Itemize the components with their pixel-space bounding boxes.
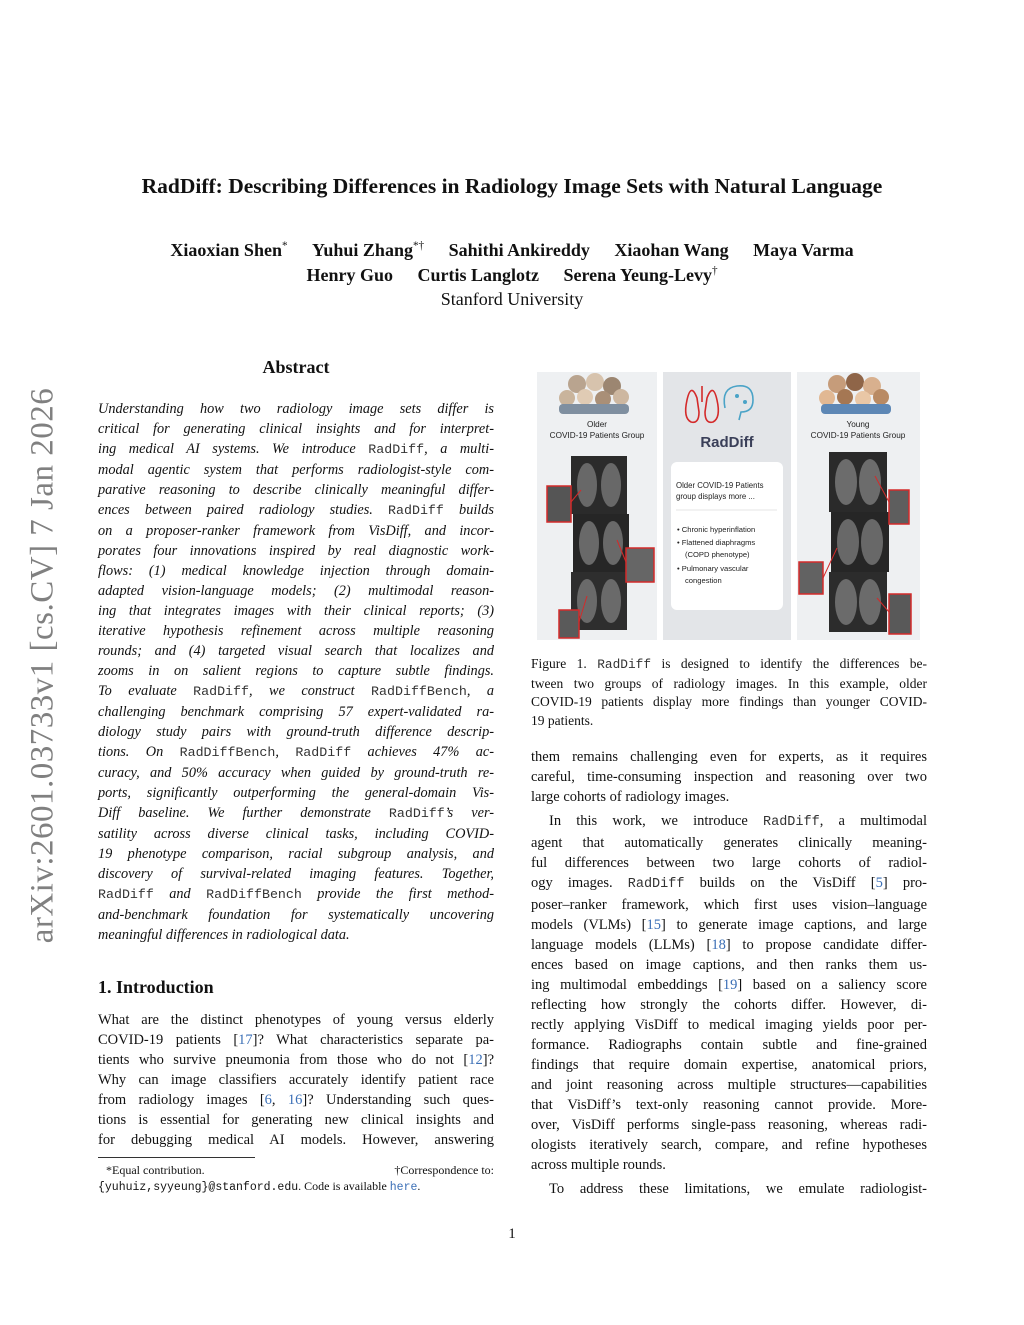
text-run: and-benchmark foundation for systematically uncovering bbox=[98, 907, 494, 923]
citation-link[interactable]: 16 bbox=[287, 1092, 303, 1108]
young-xray-stack bbox=[829, 452, 889, 632]
text-line bbox=[98, 864, 494, 884]
code-link[interactable]: here bbox=[389, 1181, 418, 1194]
text-line bbox=[531, 712, 927, 731]
text-line bbox=[98, 621, 494, 641]
text-run: meaningful differences in radiological data. bbox=[98, 927, 350, 943]
author: Maya Varma bbox=[753, 240, 854, 260]
page-number: 1 bbox=[508, 1226, 516, 1242]
text-line bbox=[98, 399, 494, 419]
text-run: ’s ver- bbox=[444, 805, 494, 821]
text-line bbox=[531, 873, 927, 895]
footnote-equal: *Equal contribution. bbox=[106, 1163, 205, 1177]
text-run: ences based on image captions, and then ranks them us- bbox=[531, 957, 927, 973]
text-run: rounds; and (4) targeted visual search that localizes and bbox=[98, 643, 494, 659]
citation-link[interactable]: 19 bbox=[722, 977, 738, 993]
text-run: Figure 1. bbox=[531, 656, 598, 671]
text-line bbox=[531, 1155, 927, 1175]
text-line bbox=[98, 419, 494, 439]
text-run: that VisDiff’s text-only reasoning cannot provide. More- bbox=[531, 1097, 927, 1113]
text-line bbox=[98, 681, 494, 702]
young-label-2: COVID-19 Patients Group bbox=[810, 431, 906, 440]
text-run: formance. Radiographs contain subtle and fine-grained bbox=[531, 1037, 927, 1053]
text-line bbox=[531, 1075, 927, 1095]
footnote-divider bbox=[98, 1157, 255, 1158]
text-run: reflecting how strongly the cohorts differ. However, di- bbox=[531, 997, 927, 1013]
text-run: for debugging medical AI models. However, answering bbox=[98, 1132, 494, 1148]
text-run: curacy, and 50% accuracy when guided by ground-truth re- bbox=[98, 765, 494, 781]
text-line bbox=[98, 783, 494, 803]
text-run: ful differences between two large cohorts of radiol- bbox=[531, 855, 927, 871]
text-run: careful, time-consuming inspection and reasoning over two bbox=[531, 769, 927, 785]
text-line bbox=[98, 1130, 494, 1150]
text-run: language models (LLMs) [ bbox=[531, 937, 712, 953]
footnote-line-1 bbox=[98, 1162, 494, 1178]
footnote bbox=[98, 1162, 494, 1196]
abstract-body bbox=[98, 399, 494, 945]
text-run: ences between paired radiology studies. bbox=[98, 502, 389, 518]
text-line bbox=[98, 925, 494, 945]
text-run: ] to generate image captions, and large bbox=[661, 917, 927, 933]
text-line bbox=[531, 833, 927, 853]
text-line bbox=[98, 480, 494, 500]
author: Xiaohan Wang bbox=[614, 240, 729, 260]
text-run: flows: (1) medical knowledge injection through domain- bbox=[98, 563, 494, 579]
method-name: RadDiff bbox=[368, 442, 425, 457]
citation-link[interactable]: 6 bbox=[264, 1092, 272, 1108]
text-run: 19 phenotype comparison, racial subgroup analysis, and bbox=[98, 846, 494, 862]
text-run: , a multimodal bbox=[819, 813, 927, 829]
author: Sahithi Ankireddy bbox=[448, 240, 590, 260]
method-name: RadDiffBench bbox=[371, 684, 467, 699]
text-line bbox=[531, 747, 927, 767]
text-run: , we construct bbox=[249, 683, 372, 699]
text-run: over, VisDiff performs single-pass reasoning, whereas radi- bbox=[531, 1117, 927, 1133]
text-run: ogy images. bbox=[531, 875, 628, 891]
text-run: To address these limitations, we emulate radiologist- bbox=[549, 1181, 927, 1197]
text-line bbox=[98, 1050, 494, 1070]
method-name: RadDiff bbox=[193, 684, 249, 699]
text-run: ] based on a saliency score bbox=[737, 977, 927, 993]
text-line bbox=[531, 1035, 927, 1055]
method-name: RadDiffBench bbox=[179, 745, 276, 760]
text-run: builds bbox=[443, 502, 494, 518]
text-run: , a multi- bbox=[424, 441, 494, 457]
text-run: ing that integrates images with their clinical reports; (3) bbox=[98, 603, 494, 619]
text-run: adapted vision-language models; (2) multimodal reason- bbox=[98, 583, 494, 599]
text-run: ologists iteratively search, compare, and refine hypotheses bbox=[531, 1137, 927, 1153]
text-line bbox=[531, 811, 927, 833]
text-line bbox=[98, 722, 494, 742]
text-run: ] pro- bbox=[882, 875, 927, 891]
text-run: Understanding how two radiology image sets differ is bbox=[98, 401, 494, 417]
footnote-emails: {yuhuiz,syyeung}@stanford.edu bbox=[98, 1181, 299, 1194]
text-run: and bbox=[153, 886, 207, 902]
text-line bbox=[531, 995, 927, 1015]
text-run: builds on the VisDiff [ bbox=[684, 875, 876, 891]
text-run: across multiple rounds. bbox=[531, 1157, 666, 1173]
text-run: , bbox=[275, 744, 296, 760]
citation-link[interactable]: 12 bbox=[468, 1052, 483, 1068]
footnote-correspondence: †Correspondence to: bbox=[394, 1163, 494, 1177]
introduction-body bbox=[98, 1010, 494, 1150]
text-run: critical for generating clinical insights and for interpret- bbox=[98, 421, 494, 437]
arxiv-stamp-text: arXiv:2601.03733v1 [cs.CV] 7 Jan 2026 bbox=[24, 387, 61, 943]
abstract-heading: Abstract bbox=[262, 357, 330, 377]
raddiff-logo-text: RadDiff bbox=[700, 434, 754, 451]
affiliation: Stanford University bbox=[440, 289, 584, 309]
card-title-1: Older COVID-19 Patients bbox=[676, 481, 764, 490]
finding-bullet-1: • Chronic hyperinflation bbox=[677, 525, 756, 534]
text-run: What are the distinct phenotypes of young versus elderly bbox=[98, 1012, 494, 1028]
author: Yuhui Zhang*† bbox=[312, 240, 425, 260]
text-run: tients who survive pneumonia from those who do not [ bbox=[98, 1052, 469, 1068]
figure-1-raddiff-overview bbox=[537, 372, 920, 640]
text-run: provide the first method- bbox=[301, 886, 494, 902]
text-line bbox=[531, 975, 927, 995]
text-line bbox=[531, 655, 927, 675]
text-line bbox=[531, 895, 927, 915]
author-line-2 bbox=[60, 265, 964, 286]
text-run: and joint reasoning across multiple structures—capabilities bbox=[531, 1077, 927, 1093]
author: Curtis Langlotz bbox=[417, 265, 539, 285]
text-line bbox=[531, 1179, 927, 1199]
card-title-2: group displays more ... bbox=[676, 492, 755, 501]
finding-bullet-3b: congestion bbox=[685, 576, 722, 585]
text-line bbox=[98, 500, 494, 521]
text-line bbox=[531, 1115, 927, 1135]
text-line bbox=[98, 581, 494, 601]
text-line bbox=[98, 1070, 494, 1090]
text-line bbox=[98, 601, 494, 621]
text-line bbox=[98, 439, 494, 460]
finding-bullet-3: • Pulmonary vascular bbox=[677, 564, 749, 573]
text-line bbox=[531, 693, 927, 712]
text-run: discovery of survival-related imaging features. Together, bbox=[98, 866, 494, 882]
text-run: In this work, we introduce bbox=[549, 813, 763, 829]
text-run: on a proposer-ranker framework from VisDiff, and incor- bbox=[98, 523, 494, 539]
text-line bbox=[98, 824, 494, 844]
text-run: diology study pairs with ground-truth difference descrip- bbox=[98, 724, 494, 740]
text-run: ing multimodal embeddings [ bbox=[531, 977, 723, 993]
method-name: RadDiff bbox=[763, 815, 820, 830]
text-line bbox=[531, 915, 927, 935]
footnote-line-2: {yuhuiz,syyeung}@stanford.edu. Code is available here. bbox=[98, 1179, 421, 1194]
text-line bbox=[531, 1135, 927, 1155]
text-line bbox=[98, 702, 494, 722]
finding-bullet-2: • Flattened diaphragms bbox=[677, 538, 756, 547]
method-name: RadDiff bbox=[627, 877, 685, 892]
text-line bbox=[98, 763, 494, 783]
method-name: RadDiff bbox=[388, 503, 444, 518]
text-run: , bbox=[271, 1092, 288, 1108]
text-line bbox=[531, 1095, 927, 1115]
right-column-body bbox=[531, 747, 927, 1199]
figure-1-caption bbox=[531, 655, 927, 730]
text-run: Diff baseline. We further demonstrate bbox=[98, 805, 389, 821]
text-line bbox=[531, 767, 927, 787]
text-line bbox=[98, 1030, 494, 1050]
text-run: To evaluate bbox=[98, 683, 194, 699]
text-run: , a bbox=[466, 683, 494, 699]
text-run: tions. On bbox=[98, 744, 180, 760]
young-label-1: Young bbox=[846, 420, 870, 429]
text-run: satility across diverse clinical tasks, including COVID- bbox=[98, 826, 494, 842]
text-run: is designed to identify the differences be- bbox=[651, 656, 927, 671]
text-run: rectly applying VisDiff to medical imaging yields poor per- bbox=[531, 1017, 927, 1033]
text-line bbox=[98, 803, 494, 824]
text-line bbox=[98, 884, 494, 905]
text-line bbox=[98, 521, 494, 541]
text-line bbox=[98, 641, 494, 661]
text-line bbox=[531, 935, 927, 955]
method-name: RadDiff bbox=[295, 745, 352, 760]
older-label-2: COVID-19 Patients Group bbox=[549, 431, 645, 440]
method-name: RadDiff bbox=[597, 657, 652, 672]
text-line bbox=[98, 1110, 494, 1130]
paper-title: RadDiff: Describing Differences in Radiology Image Sets with Natural Language bbox=[141, 174, 883, 198]
text-run: porates four innovations inspired by real diagnostic work- bbox=[98, 543, 494, 559]
text-line bbox=[98, 1010, 494, 1030]
text-run: ports, significantly outperforming the general-domain Vis- bbox=[98, 785, 494, 801]
citation-link[interactable]: 5 bbox=[875, 875, 883, 891]
text-line bbox=[98, 742, 494, 763]
text-run: tween two groups of radiology images. In this example, older bbox=[531, 675, 927, 691]
text-run: ] to propose candidate differ- bbox=[725, 937, 927, 953]
text-line bbox=[531, 1055, 927, 1075]
text-run: findings that require domain expertise, anatomical priors, bbox=[531, 1057, 927, 1073]
text-run: parative reasoning to describe clinically meaningful differ- bbox=[98, 482, 494, 498]
citation-link[interactable]: 18 bbox=[711, 937, 726, 953]
text-run: ]? Understanding such ques- bbox=[302, 1092, 494, 1108]
text-line bbox=[531, 853, 927, 873]
text-run: COVID-19 patients [ bbox=[98, 1032, 239, 1048]
text-line bbox=[98, 844, 494, 864]
method-name: RadDiff bbox=[98, 887, 154, 902]
text-run: tions is essential for generating new clinical insights and bbox=[98, 1112, 494, 1128]
method-name: RadDiffBench bbox=[206, 887, 302, 902]
text-run: from radiology images [ bbox=[98, 1092, 265, 1108]
text-run: modal agentic system that performs radiologist-style com- bbox=[98, 462, 494, 478]
text-line bbox=[98, 661, 494, 681]
text-run: ]? What characteristics separate pa- bbox=[252, 1032, 494, 1048]
text-run: poser–ranker framework, which first uses vision–language bbox=[531, 897, 927, 913]
finding-bullet-2b: (COPD phenotype) bbox=[685, 550, 750, 559]
citation-link[interactable]: 17 bbox=[238, 1032, 253, 1048]
method-name: RadDiff bbox=[388, 806, 445, 821]
text-run: large cohorts of radiology images. bbox=[531, 789, 730, 805]
text-run: models (VLMs) [ bbox=[531, 917, 647, 933]
author: Henry Guo bbox=[306, 265, 393, 285]
older-xray-stack bbox=[571, 456, 629, 630]
text-line bbox=[531, 1015, 927, 1035]
text-run: achieves 47% ac- bbox=[351, 744, 494, 760]
author: Serena Yeung-Levy† bbox=[563, 265, 718, 285]
older-label-1: Older bbox=[586, 420, 608, 429]
author: Xiaoxian Shen* bbox=[170, 240, 288, 260]
text-line bbox=[98, 561, 494, 581]
text-run: COVID-19 patients display more findings than younger COVID- bbox=[531, 694, 927, 709]
text-run: challenging benchmark comprising 57 expert-validated ra- bbox=[98, 704, 494, 720]
text-line bbox=[98, 541, 494, 561]
text-line bbox=[531, 787, 927, 807]
author-line-1 bbox=[60, 240, 964, 261]
text-line bbox=[531, 675, 927, 694]
text-line bbox=[98, 905, 494, 925]
text-run: agent that automatically generates clinically meaning- bbox=[531, 835, 927, 851]
text-run: ing medical AI systems. We introduce bbox=[98, 441, 369, 457]
citation-link[interactable]: 15 bbox=[646, 917, 661, 933]
text-run: ]? bbox=[482, 1052, 494, 1068]
text-run: Why can image classifiers accurately identify patient race bbox=[98, 1072, 494, 1088]
text-line bbox=[98, 1090, 494, 1110]
arxiv-identifier-stamp bbox=[18, 380, 68, 950]
text-run: them remains challenging even for experts, as it requires bbox=[531, 749, 927, 765]
text-run: iterative hypothesis refinement across multiple reasoning bbox=[98, 623, 494, 639]
text-line bbox=[531, 955, 927, 975]
text-run: zooms in on salient regions to capture subtle findings. bbox=[98, 663, 494, 679]
text-run: 19 patients. bbox=[531, 712, 594, 728]
introduction-heading: 1. Introduction bbox=[98, 977, 214, 997]
text-line bbox=[98, 460, 494, 480]
